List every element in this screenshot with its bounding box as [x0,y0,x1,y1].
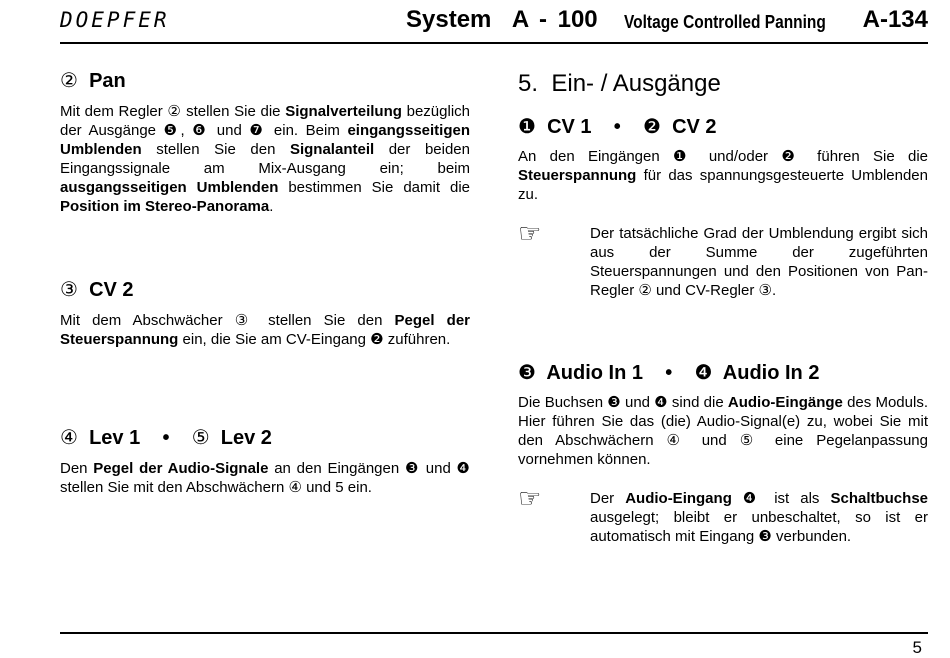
section-audio-inputs [518,360,928,469]
heading-text: Audio In 2 [722,362,820,384]
cv2-paragraph: Mit dem Abschwächer ③ stellen Sie den Pegel der Steuerspannung ein, die Sie am CV-Eingang ❷ zuführen. [60,312,471,348]
note-audio [518,483,928,546]
heading-text: CV 2 [672,116,717,138]
bullet: • [162,427,170,449]
jack-number: ❷ [643,116,661,138]
pointing-hand-icon: ☞ [518,218,542,248]
section-cv-inputs [518,114,928,204]
brand-logo: DOEPFER [60,8,170,32]
section-pan [60,68,470,216]
note-cv-text: Der tatsächliche Grad der Umblendung ergibt sich aus der Summe der zugeführten Steuerspannungen und den Positionen von Pan-Regler ② und CV-Regler ③. [590,225,928,299]
jack-number: ❹ [694,362,713,384]
section-inputs-outputs [518,70,928,98]
heading-cv-inputs [518,114,928,139]
pointing-hand-icon: ☞ [518,483,542,513]
heading-text: Pan [89,70,126,92]
note-cv [518,218,928,300]
heading-audio-inputs [518,360,928,385]
control-number: ② [60,70,78,92]
heading-lev [60,425,470,450]
heading-text: CV 2 [89,279,134,301]
module-number: A-134 [862,6,928,33]
page-header [60,4,928,44]
heading-text: Lev 2 [220,427,272,449]
heading-text: Audio In 1 [546,362,643,384]
bullet: • [665,362,673,384]
section-cv2-control [60,277,470,349]
pan-paragraph: Mit dem Regler ② stellen Sie die Signalverteilung bezüglich der Ausgänge ❺, ❻ und ❼ ein. Beim eingangsseitigen Umblenden stellen Sie den Signalanteil der beiden Eingangssignale am Mix-Ausgang ein; beim ausgangsseitigen Umblenden bestimmen Sie damit die Position im Stereo-Panorama. [60,103,471,215]
cv-inputs-paragraph: An den Eingängen ❶ und/oder ❷ führen Sie die Steuerspannung für das spannungsgesteuerte Umblenden zu. [518,148,928,203]
control-number: ④ [60,427,78,449]
control-number: ③ [60,279,78,301]
section-lev [60,425,470,497]
heading-cv2-control [60,277,470,302]
system-title: System A - 100 [406,6,598,33]
lev-paragraph: Den Pegel der Audio-Signale an den Eingängen ❸ und ❹ stellen Sie mit den Abschwächern ④ und 5 ein. [60,460,470,496]
note-audio-text: Der Audio-Eingang ❹ ist als Schaltbuchse ausgelegt; bleibt er unbeschaltet, so ist er automatisch mit Eingang ❸ verbunden. [590,490,928,545]
bullet: • [613,116,621,138]
section-title: 5. Ein- / Ausgänge [518,70,721,97]
control-number: ⑤ [191,427,210,449]
module-title: Voltage Controlled Panning [624,12,826,32]
heading-text: CV 1 [547,116,592,138]
jack-number: ❸ [518,362,536,384]
audio-inputs-paragraph: Die Buchsen ❸ und ❹ sind die Audio-Eingänge des Moduls. Hier führen Sie das (die) Audio-Signal(e) zu, wobei Sie mit den Abschwächern ④ und ⑤ eine Pegelanpassung vornehmen können. [518,394,928,468]
jack-number: ❶ [518,116,536,138]
page-number: 5 [912,638,922,657]
heading-text: Lev 1 [89,427,141,449]
heading-pan [60,68,470,93]
footer-rule [60,632,928,634]
